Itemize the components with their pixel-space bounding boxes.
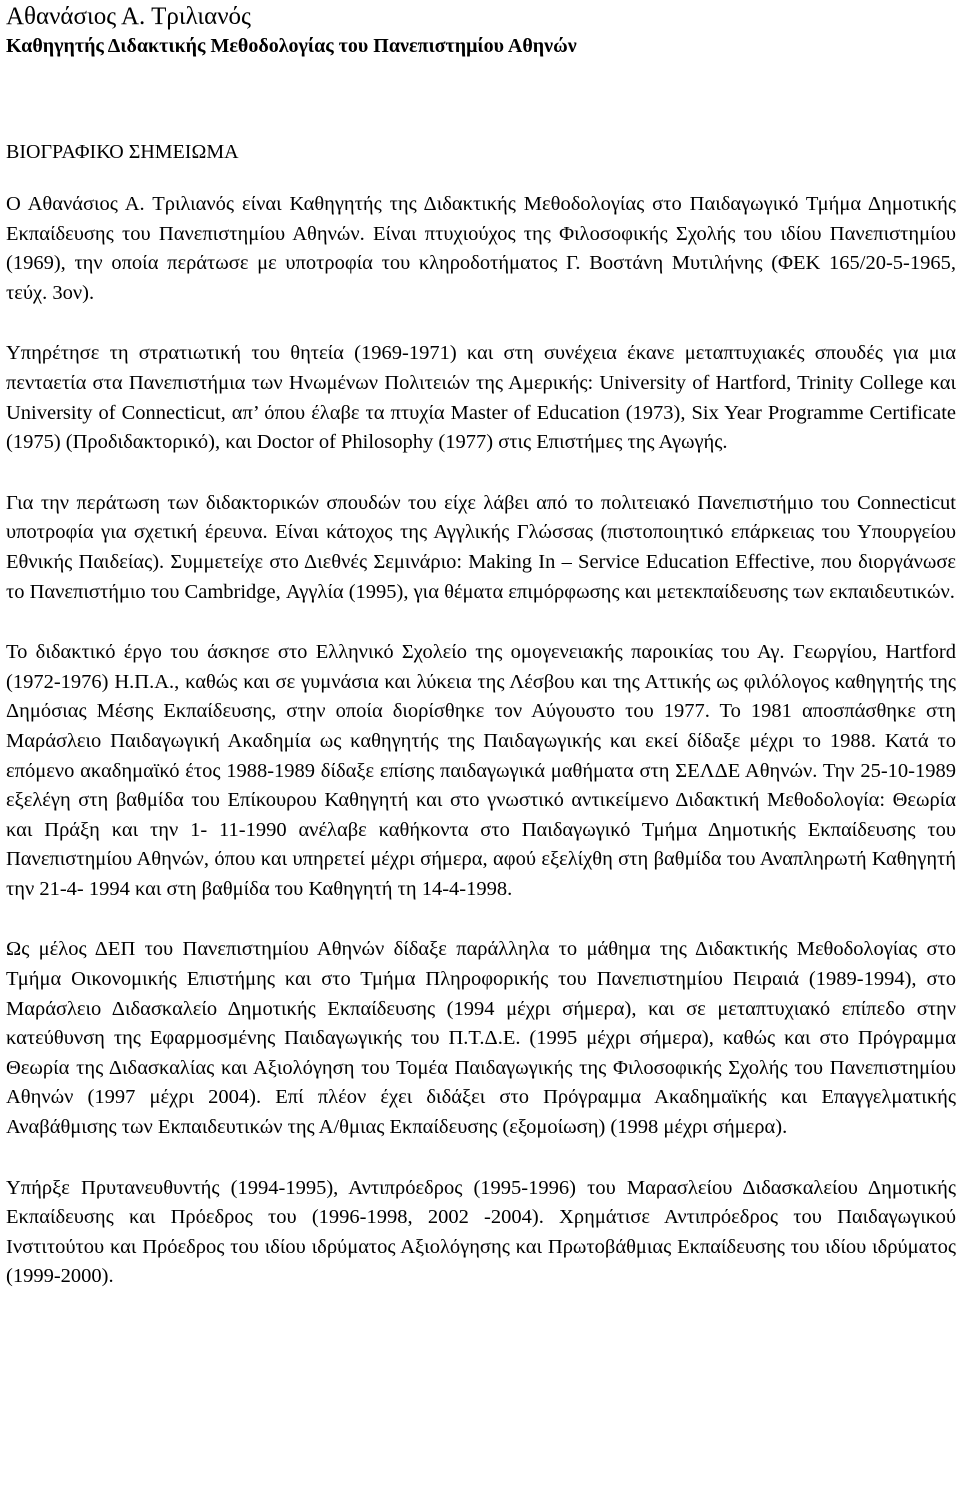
document-page [6,0,956,1292]
paragraph-faculty-teaching: Ως μέλος ΔΕΠ του Πανεπιστημίου Αθηνών δίδαξε παράλληλα το μάθημα της Διδακτικής Μεθοδολογίας στο Τμήμα Οικονομικής Επιστήμης και στο Τμήμα Πληροφορικής του Πανεπιστημίου Πειραιά (1989-1994), στο Μαράσλειο Διδασκαλείο Δημοτικής Εκπαίδευσης (1994 μέχρι σήμερα), και σε μεταπτυχιακό επίπεδο στην κατεύθυνση της Εφαρμοσμένης Παιδαγωγικής του Π.Τ.Δ.Ε. (1995 μέχρι σήμερα), καθώς και στο Πρόγραμμα Θεωρία της Διδασκαλίας και Αξιολόγηση του Τομέα Παιδαγωγικής της Φιλοσοφικής Σχολής του Πανεπιστημίου Αθηνών (1997 μέχρι 2004). Επί πλέον έχει διδάξει στο Πρόγραμμα Ακαδημαϊκής και Επαγγελματικής Αναβάθμισης των Εκπαιδευτικών της Α/θμιας Εκπαίδευσης (εξομοίωση) (1998 μέχρι σήμερα). [6,938,956,1139]
paragraph-administrative-roles: Υπήρξε Πρυτανευθυντής (1994-1995), Αντιπρόεδρος (1995-1996) του Μαρασλείου Διδασκαλείου Δημοτικής Εκπαίδευσης και Πρόεδρος του (1996-1998, 2002 -2004). Χρημάτισε Αντιπρόεδρος του Παιδαγωγικού Ινστιτούτου και Πρόεδρος του ιδίου ιδρύματος Αξιολόγησης και Πρωτοβάθμιας Εκπαίδευσης του ιδίου ιδρύματος (1999-2000). [6,1176,956,1288]
paragraph-scholarship-languages: Για την περάτωση των διδακτορικών σπουδών του είχε λάβει από το πολιτειακό Πανεπιστήμιο του Connecticut υποτροφία για σχετική έρευνα. Είναι κάτοχος της Αγγλικής Γλώσσας (πιστοποιητικό επάρκειας του Υπουργείου Εθνικής Παιδείας). Συμμετείχε στο Διεθνές Σεμινάριο: Making In – Service Education Effective, που διοργάνωσε το Πανεπιστήμιο του Cambridge, Αγγλία (1995), για θέματα επιμόρφωσης και μετεκπαίδευσης των εκπαιδευτικών. [6,491,956,603]
paragraph-teaching-career: Το διδακτικό έργο του άσκησε στο Ελληνικό Σχολείο της ομογενειακής παροικίας του Αγ. Γεωργίου, Hartford (1972-1976) Η.Π.Α., καθώς και σε γυμνάσια και λύκεια της Λέσβου και της Αττικής ως φιλόλογος καθηγητής της Δημόσιας Μέσης Εκπαίδευσης, στην οποία διορίσθηκε τον Αύγουστο του 1977. Το 1981 αποσπάσθηκε στη Μαράσλειο Παιδαγωγική Ακαδημία ως καθηγητής της Παιδαγωγικής και εκεί δίδαξε μέχρι το 1988. Κατά το επόμενο ακαδημαϊκό έτος 1988-1989 δίδαξε επίσης παιδαγωγικά μαθήματα στη ΣΕΛΔΕ Αθηνών. Την 25-10-1989 εξελέγη στη βαθμίδα του Επίκουρου Καθηγητή και στο γνωστικό αντικείμενο Διδακτική Μεθοδολογία: Θεωρία και Πράξη και την 1- 11-1990 ανέλαβε καθήκοντα στο Παιδαγωγικό Τμήμα Δημοτικής Εκπαίδευσης του Πανεπιστημίου Αθηνών, όπου και υπηρετεί μέχρι σήμερα, αφού εξελίχθη στη βαθμίδα του Αναπληρωτή Καθηγητή την 21-4- 1994 και στη βαθμίδα του Καθηγητή τη 14-4-1998. [6,641,956,900]
author-title: Καθηγητής Διδακτικής Μεθοδολογίας του Πανεπιστημίου Αθηνών [6,35,577,57]
author-name: Αθανάσιος Α. Τριλιανός [6,3,251,30]
paragraph-postgraduate-studies: Υπηρέτησε τη στρατιωτική του θητεία (1969-1971) και στη συνέχεια έκανε μεταπτυχιακές σπουδές για μια πενταετία στα Πανεπιστήμια των Ηνωμένων Πολιτειών της Αμερικής: University of Hartford, Trinity College και University of Connecticut, απ’ όπου έλαβε τα πτυχία Master of Education (1973), Six Year Programme Certificate (1975) (Προδιδακτορικό), και Doctor of Philosophy (1977) στις Επιστήμες της Αγωγής. [6,342,956,454]
paragraph-education: Ο Αθανάσιος Α. Τριλιανός είναι Καθηγητής της Διδακτικής Μεθοδολογίας στο Παιδαγωγικό Τμήμα Δημοτικής Εκπαίδευσης του Πανεπιστημίου Αθηνών. Είναι πτυχιούχος της Φιλοσοφικής Σχολής του ιδίου Πανεπιστημίου (1969), την οποία περάτωσε με υποτροφία του κληροδοτήματος Γ. Βοστάνη Μυτιλήνης (ΦΕΚ 165/20-5-1965, τεύχ. 3ον). [6,193,956,304]
section-heading: ΒΙΟΓΡΑΦΙΚΟ ΣΗΜΕΙΩΜΑ [6,141,239,163]
